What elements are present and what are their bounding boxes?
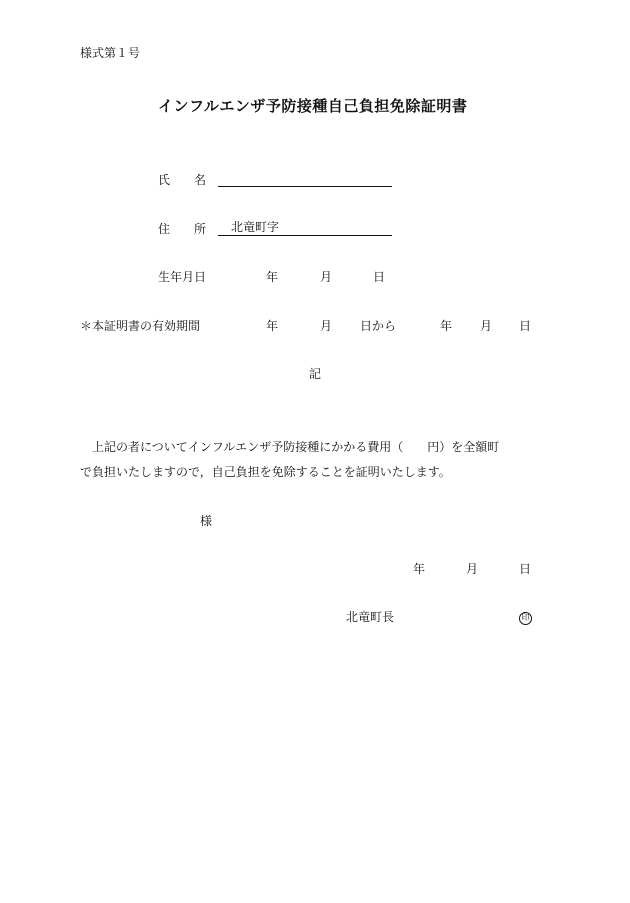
form-number: 様式第１号 [80,46,141,60]
birthdate-month: 月 [320,270,333,284]
validity-label: ＊本証明書の有効期間 [80,319,201,333]
address-value: 北竜町字 [231,220,280,234]
validity-from-month: 月 [320,319,333,333]
document-title: インフルエンザ予防接種自己負担免除証明書 [158,97,468,115]
issue-date-day: 日 [519,562,532,576]
address-field[interactable] [218,221,392,236]
address-label-1: 住 [158,222,171,236]
name-label-1: 氏 [158,173,171,187]
validity-to-month: 月 [480,319,493,333]
validity-from-day: 日から [360,319,397,333]
birthdate-label: 生年月日 [158,270,207,284]
issuer-title: 北竜町長 [346,610,395,624]
seal-icon: 印 [519,612,532,625]
birthdate-year: 年 [266,270,279,284]
validity-to-day: 日 [519,319,532,333]
statement-line-2: で負担いたしますので，自己負担を免除することを証明いたします。 [80,465,451,479]
statement-line-1: 上記の者についてインフルエンザ予防接種にかかる費用（ 円）を全額町 [92,440,500,454]
issue-date-year: 年 [413,562,426,576]
issue-date-month: 月 [466,562,479,576]
validity-from-year: 年 [266,319,279,333]
name-label-2: 名 [194,173,207,187]
seal-mark [519,610,532,625]
name-field[interactable] [218,172,392,187]
address-label-2: 所 [194,222,207,236]
ki-marker: 記 [309,367,322,381]
birthdate-day: 日 [373,270,386,284]
recipient-suffix: 様 [200,514,213,528]
validity-to-year: 年 [440,319,453,333]
